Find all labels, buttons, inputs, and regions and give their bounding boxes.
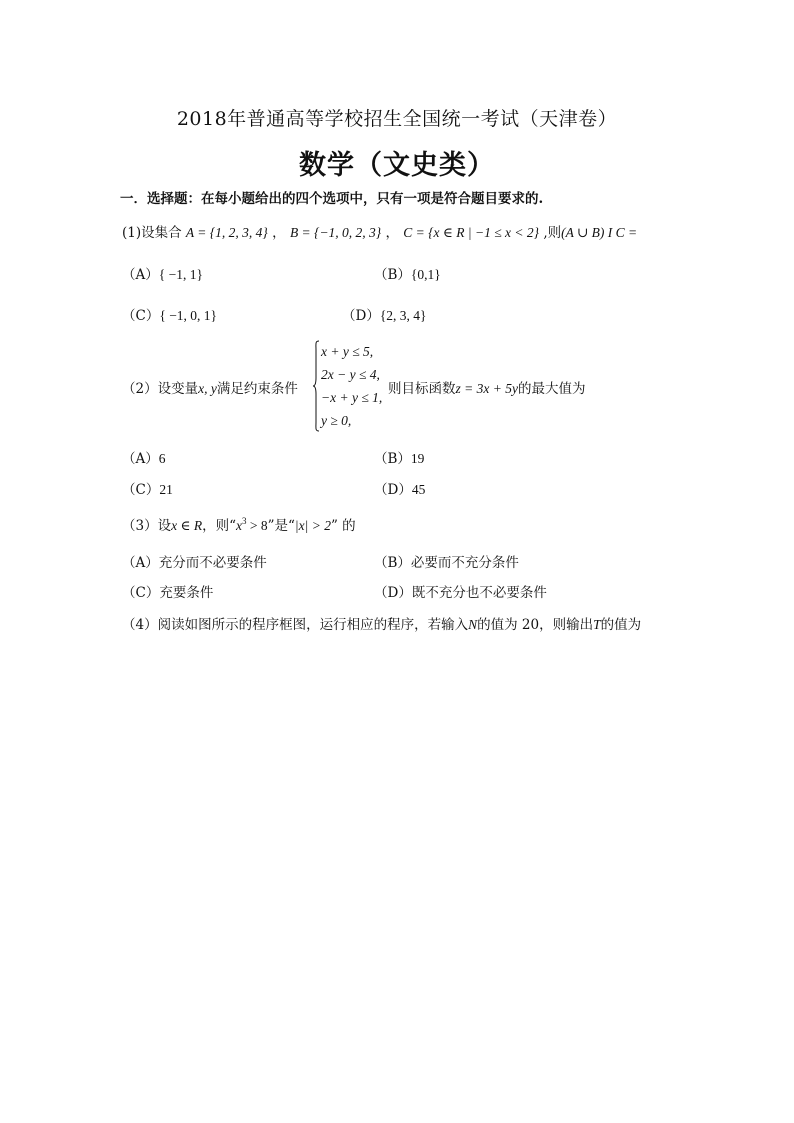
q2-option-b	[374, 447, 424, 467]
question-2-lead	[122, 377, 298, 397]
q3-suffix: ” 的	[330, 518, 356, 534]
option-text: {2, 3, 4}	[379, 308, 427, 323]
q2-prefix: （2）设变量	[122, 381, 199, 397]
option-text: { −1, 1}	[158, 267, 203, 282]
option-label: （C）	[122, 585, 160, 601]
question-2-tail	[388, 377, 585, 397]
constraint-rows	[321, 340, 382, 432]
q1-option-c	[122, 304, 217, 324]
q3-mid1: ，则“	[202, 518, 236, 534]
option-label: （A）	[122, 267, 159, 283]
q3-prefix: （3）设	[122, 518, 172, 534]
q4-mid: 的值为 20，则输出	[477, 617, 594, 633]
option-text: 45	[411, 482, 426, 497]
q3-expr2: |x| > 2	[294, 518, 331, 533]
option-text: 既不充分也不必要条件	[411, 585, 547, 601]
q3-expr1-exponent: 3	[241, 516, 247, 526]
option-label: （D）	[374, 585, 412, 601]
option-label: （B）	[374, 267, 411, 283]
q3-option-c	[122, 581, 213, 601]
q1-prefix: (1)设集合	[122, 225, 182, 241]
q2-vars: x, y	[198, 381, 217, 396]
q2-objective: z = 3x + 5y	[455, 381, 518, 396]
question-1: (1)设集合 A = {1, 2, 3, 4} ， B = {−1, 0, 2, 3} ， C = {x ∈ R | −1 ≤ x < 2} ,则(A ∪ B) I C =	[122, 225, 638, 241]
q2-mid: 则目标函数	[388, 381, 456, 397]
exam-title: 2018年普通高等学校招生全国统一考试（天津卷）	[176, 108, 618, 130]
subject-title: 数学（文史类）	[299, 150, 495, 181]
option-text: 19	[410, 451, 425, 466]
option-label: （B）	[374, 451, 411, 467]
constraint-line: x + y ≤ 5,	[321, 344, 374, 359]
option-label: （D）	[342, 308, 380, 324]
option-label: （A）	[122, 555, 159, 571]
option-text: 6	[158, 451, 166, 466]
constraint-line: −x + y ≤ 1,	[321, 390, 383, 405]
option-text: { −1, 0, 1}	[159, 308, 218, 323]
q2-option-d	[374, 478, 425, 498]
left-brace	[312, 340, 320, 432]
option-text: 21	[159, 482, 173, 497]
q3-option-a	[122, 551, 267, 571]
q1-option-b	[374, 263, 441, 283]
constraint-system	[312, 340, 400, 432]
q3-cond: x ∈ R	[171, 518, 203, 533]
option-text: 充分而不必要条件	[158, 555, 267, 571]
q1-set-c: C = {x ∈ R | −1 ≤ x < 2}	[403, 225, 540, 240]
q2-option-c	[122, 478, 173, 498]
q2-option-a	[122, 447, 166, 467]
q3-option-b	[374, 551, 519, 571]
question-3	[122, 514, 356, 534]
section-heading: 一．选择题：在每小题给出的四个选项中，只有一项是符合题目要求的.	[120, 191, 544, 207]
q1-set-b: B = {−1, 0, 2, 3}	[289, 225, 382, 240]
q3-option-d	[374, 581, 547, 601]
option-text: 必要而不充分条件	[410, 555, 519, 571]
option-label: （C）	[122, 308, 160, 324]
option-label: （D）	[374, 482, 412, 498]
constraint-line: y ≥ 0,	[321, 413, 352, 428]
q2-suffix: 的最大值为	[517, 381, 586, 397]
q4-suffix: 的值为	[600, 617, 642, 633]
q1-set-a: A = {1, 2, 3, 4}	[185, 225, 268, 240]
constraint-line: 2x − y ≤ 4,	[321, 367, 380, 382]
q3-expr1-rest: > 8	[246, 518, 268, 533]
option-label: （A）	[122, 451, 159, 467]
option-label: （C）	[122, 482, 160, 498]
q1-option-d	[342, 304, 427, 324]
option-text: {0,1}	[410, 267, 441, 282]
question-4	[122, 613, 641, 633]
q2-cond: 满足约束条件	[216, 381, 298, 397]
option-label: （B）	[374, 555, 411, 571]
q4-prefix: （4）阅读如图所示的程序框图，运行相应的程序，若输入	[122, 617, 469, 633]
q4-var-n: N	[468, 617, 478, 632]
option-text: 充要条件	[159, 585, 214, 601]
q3-mid2: ”是“	[267, 518, 295, 534]
q1-ask: 则	[547, 225, 562, 241]
q3-expr1-base: x	[235, 518, 242, 533]
q4-var-t: T	[593, 617, 601, 632]
q1-option-a	[122, 263, 203, 283]
q1-expr: (A ∪ B) I C =	[561, 225, 638, 240]
